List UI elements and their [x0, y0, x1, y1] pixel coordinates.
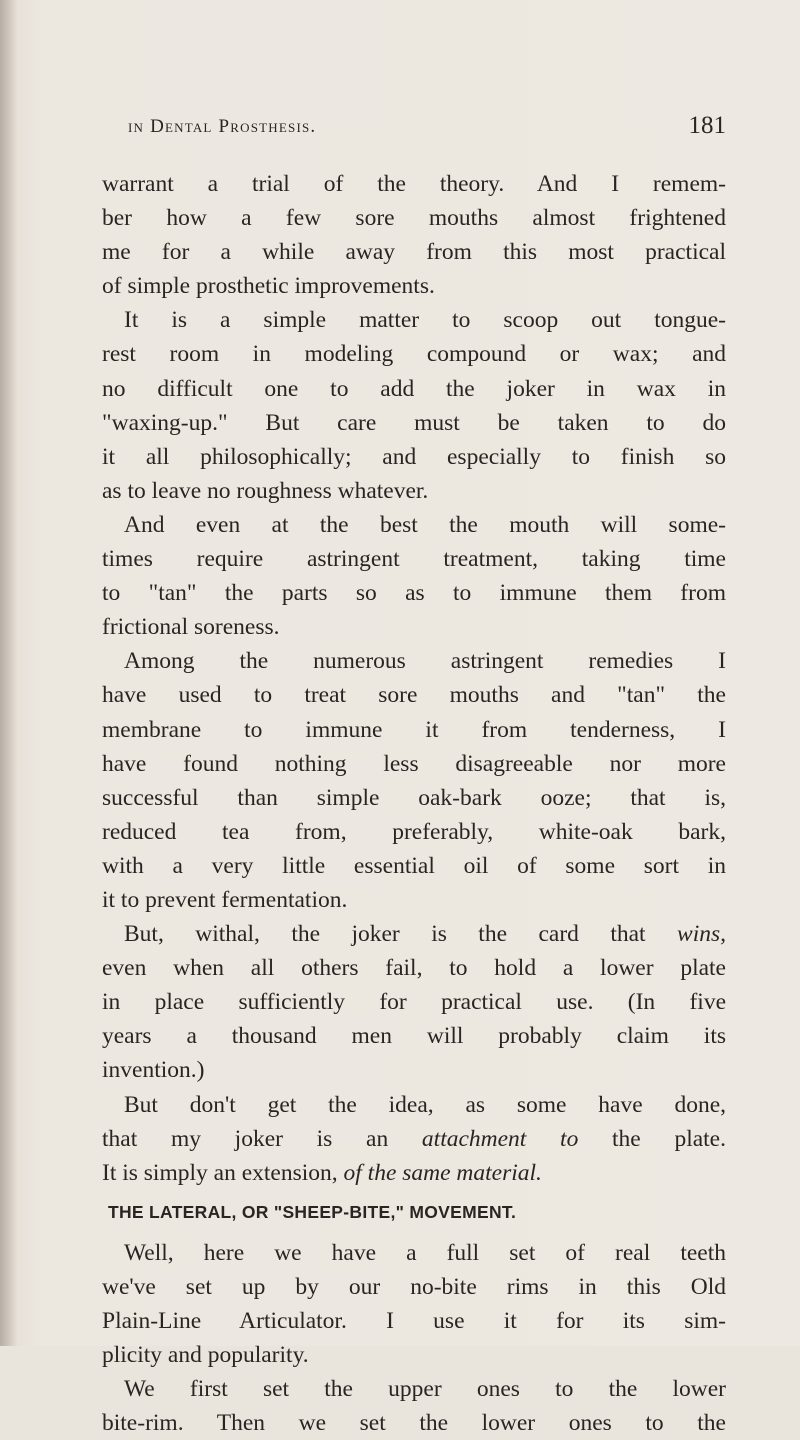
- running-title: in Dental Prosthesis.: [128, 116, 317, 137]
- text-line: Among the numerous astringent remedies I: [124, 648, 726, 675]
- text-line: even when all others fail, to hold a lower plate: [102, 955, 726, 982]
- text-line: we've set up by our no-bite rims in this Old: [102, 1273, 726, 1300]
- text-line: in place sufficiently for practical use. (In five: [102, 989, 726, 1016]
- text-line: that my joker is an attachment to the plate.: [102, 1125, 726, 1152]
- text-line: invention.): [102, 1057, 205, 1084]
- text-line: warrant a trial of the theory. And I remem-: [102, 171, 726, 197]
- text-line: And even at the best the mouth will some-: [124, 511, 726, 538]
- text-line: bite-rim. Then we set the lower ones to the: [102, 1410, 726, 1437]
- section-heading: THE LATERAL, OR "SHEEP-BITE," MOVEMENT.: [108, 1201, 517, 1222]
- text-line: no difficult one to add the joker in wax in: [102, 375, 726, 402]
- text-line: to "tan" the parts so as to immune them from: [102, 580, 726, 607]
- text-line: rest room in modeling compound or wax; and: [102, 341, 726, 368]
- text-line: have used to treat sore mouths and "tan" the: [102, 682, 726, 709]
- text-line: It is simply an extension, of the same material.: [102, 1159, 542, 1186]
- text-line: Well, here we have a full set of real teeth: [124, 1239, 726, 1266]
- text-line: years a thousand men will probably claim its: [102, 1023, 726, 1050]
- page-header: [100, 112, 726, 146]
- text-line: of simple prosthetic improvements.: [102, 273, 435, 300]
- text-line: ber how a few sore mouths almost frightened: [102, 205, 726, 232]
- spine-shadow: [0, 0, 18, 1346]
- page-number: 181: [688, 112, 726, 139]
- text-line: have found nothing less disagreeable nor more: [102, 750, 726, 777]
- text-line: with a very little essential oil of some sort in: [102, 852, 726, 879]
- text-line: it all philosophically; and especially to finish so: [102, 443, 726, 470]
- text-line: It is a simple matter to scoop out tongue-: [124, 307, 726, 334]
- text-line: "waxing-up." But care must be taken to do: [102, 409, 726, 436]
- text-line: reduced tea from, preferably, white-oak bark,: [102, 818, 726, 845]
- text-line: me for a while away from this most practical: [102, 239, 726, 266]
- text-line: times require astringent treatment, taking time: [102, 546, 726, 573]
- text-line: But don't get the idea, as some have done,: [124, 1091, 726, 1118]
- text-line: Plain-Line Articulator. I use it for its sim-: [102, 1308, 726, 1334]
- text-line: membrane to immune it from tenderness, I: [102, 716, 726, 743]
- body-text: [102, 167, 726, 1440]
- text-line: successful than simple oak-bark ooze; that is,: [102, 784, 726, 811]
- text-line: We first set the upper ones to the lower: [124, 1376, 726, 1403]
- text-line: plicity and popularity.: [102, 1342, 309, 1369]
- text-line: But, withal, the joker is the card that wins,: [124, 921, 726, 948]
- text-line: it to prevent fermentation.: [102, 886, 348, 913]
- text-line: as to leave no roughness whatever.: [102, 477, 429, 504]
- text-line: frictional soreness.: [102, 614, 280, 641]
